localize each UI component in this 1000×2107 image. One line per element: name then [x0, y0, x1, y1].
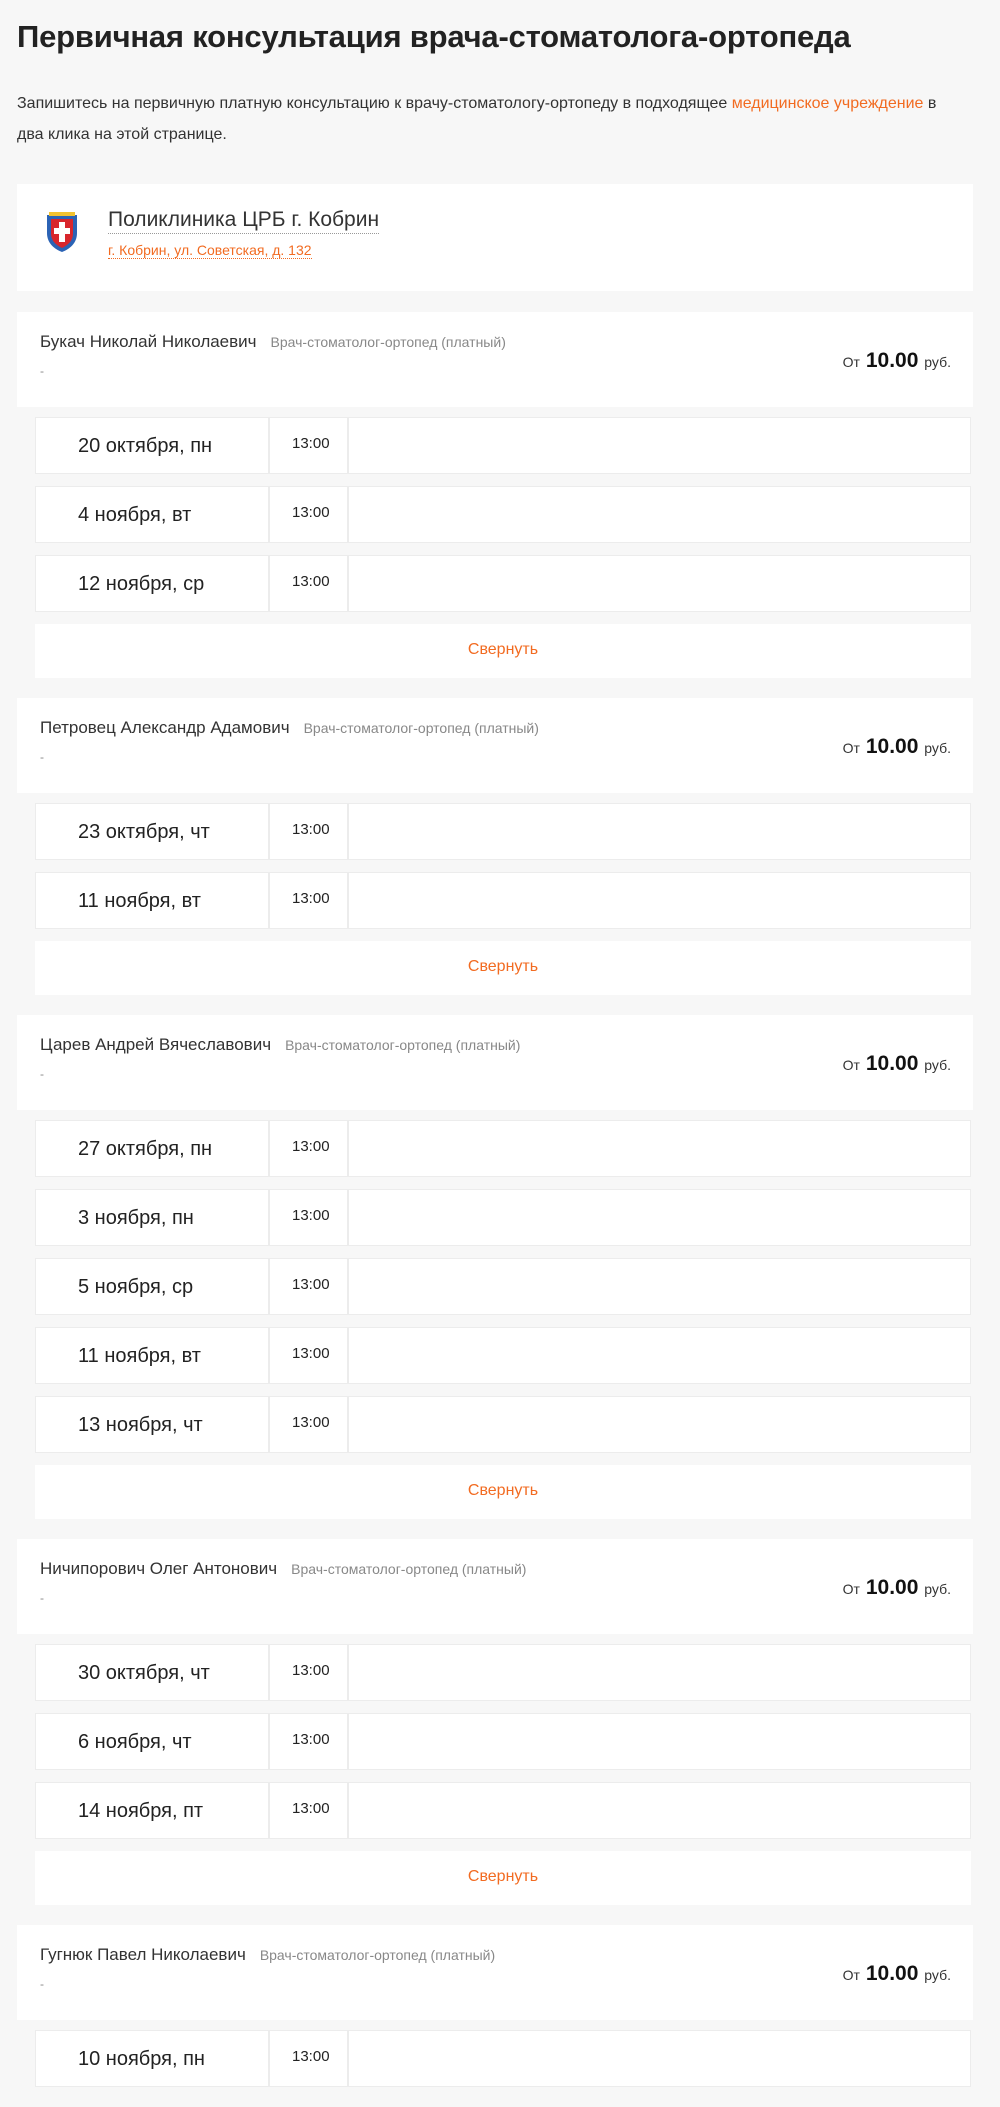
- price-value: 10.00: [865, 1576, 919, 1599]
- time-slot-button[interactable]: 13:00: [272, 1259, 349, 1314]
- clinic-card: [17, 184, 973, 291]
- time-slot-button[interactable]: 13:00: [272, 1121, 349, 1176]
- doctor-name-text: Петровец Александр Адамович: [40, 718, 290, 737]
- schedule-date: 13 ноября, чт: [36, 1397, 270, 1452]
- page-title: Первичная консультация врача-стоматолога-ортопеда: [17, 19, 851, 54]
- intro-text: [17, 88, 957, 150]
- schedule-date: 30 октября, чт: [36, 1645, 270, 1700]
- price-prefix: От: [842, 354, 860, 370]
- schedule-date: 23 октября, чт: [36, 804, 270, 859]
- clinic-address-link[interactable]: г. Кобрин, ул. Советская, д. 132: [108, 242, 312, 258]
- doctor-card: [17, 698, 973, 793]
- intro-before: Запишитесь на первичную платную консультацию к врачу-стоматологу-ортопеду в подходящее: [17, 95, 732, 112]
- time-slot-button[interactable]: 13:00: [272, 873, 349, 928]
- schedule-row: [35, 417, 971, 474]
- schedule-date: 10 ноября, пн: [36, 2031, 270, 2086]
- collapse-button[interactable]: Свернуть: [35, 941, 971, 995]
- doctor-name: [40, 1559, 526, 1579]
- facilities-link[interactable]: медицинское учреждение: [731, 95, 924, 112]
- price-value: 10.00: [865, 349, 919, 372]
- schedule-date: 3 ноября, пн: [36, 1190, 270, 1245]
- doctor-name-text: Букач Николай Николаевич: [40, 332, 257, 351]
- schedule-row: [35, 803, 971, 860]
- time-slot-button[interactable]: 13:00: [272, 556, 349, 611]
- doctor-price: [843, 1052, 951, 1076]
- clinic-emblem-icon: [44, 211, 80, 253]
- doctor-name: [40, 1945, 495, 1965]
- time-slot-button[interactable]: 13:00: [272, 1328, 349, 1383]
- price-currency: руб.: [924, 354, 951, 370]
- schedule-row: [35, 1120, 971, 1177]
- doctor-specialty: Врач-стоматолог-ортопед (платный): [303, 720, 539, 736]
- schedule-date: 20 октября, пн: [36, 418, 270, 473]
- schedule-row: [35, 1644, 971, 1701]
- schedule-date: 27 октября, пн: [36, 1121, 270, 1176]
- doctor-card: [17, 1015, 973, 1110]
- doctor-note: -: [40, 750, 44, 764]
- schedule-date: 14 ноября, пт: [36, 1783, 270, 1838]
- doctor-name: [40, 332, 506, 352]
- price-prefix: От: [842, 740, 860, 756]
- price-prefix: От: [842, 1057, 860, 1073]
- price-prefix: От: [842, 1967, 860, 1983]
- time-slot-button[interactable]: 13:00: [272, 487, 349, 542]
- doctor-name-text: Ничипорович Олег Антонович: [40, 1559, 278, 1578]
- price-value: 10.00: [865, 1962, 919, 1985]
- price-currency: руб.: [924, 1581, 951, 1597]
- schedule-row: [35, 486, 971, 543]
- doctor-price: [843, 349, 951, 373]
- doctor-name-text: Гугнюк Павел Николаевич: [40, 1945, 246, 1964]
- time-slot-button[interactable]: 13:00: [272, 1397, 349, 1452]
- doctor-note: -: [40, 364, 44, 378]
- time-slot-button[interactable]: 13:00: [272, 1714, 349, 1769]
- schedule-row: [35, 1258, 971, 1315]
- time-slot-button[interactable]: 13:00: [272, 1645, 349, 1700]
- intro-after: в два клика на этой странице.: [17, 95, 937, 143]
- price-currency: руб.: [924, 1057, 951, 1073]
- schedule-date: 11 ноября, вт: [36, 873, 270, 928]
- time-slot-button[interactable]: 13:00: [272, 1783, 349, 1838]
- schedule-row: [35, 1189, 971, 1246]
- schedule-row: [35, 1782, 971, 1839]
- price-prefix: От: [842, 1581, 860, 1597]
- doctor-price: [843, 735, 951, 759]
- schedule-row: [35, 555, 971, 612]
- schedule-date: 4 ноября, вт: [36, 487, 270, 542]
- doctor-specialty: Врач-стоматолог-ортопед (платный): [270, 334, 506, 350]
- collapse-button[interactable]: Свернуть: [35, 1851, 971, 1905]
- schedule-row: [35, 1713, 971, 1770]
- doctor-card: [17, 1925, 973, 2020]
- doctor-note: -: [40, 1977, 44, 1991]
- time-slot-button[interactable]: 13:00: [272, 804, 349, 859]
- schedule-row: [35, 872, 971, 929]
- doctor-name: [40, 1035, 520, 1055]
- doctor-specialty: Врач-стоматолог-ортопед (платный): [285, 1037, 521, 1053]
- time-slot-button[interactable]: 13:00: [272, 418, 349, 473]
- schedule-date: 12 ноября, ср: [36, 556, 270, 611]
- doctor-specialty: Врач-стоматолог-ортопед (платный): [291, 1561, 527, 1577]
- collapse-button[interactable]: Свернуть: [35, 624, 971, 678]
- schedule-row: [35, 1327, 971, 1384]
- price-currency: руб.: [924, 740, 951, 756]
- doctor-note: -: [40, 1067, 44, 1081]
- doctor-card: [17, 1539, 973, 1634]
- price-value: 10.00: [865, 1052, 919, 1075]
- doctor-price: [843, 1576, 951, 1600]
- doctor-name-text: Царев Андрей Вячеславович: [40, 1035, 272, 1054]
- time-slot-button[interactable]: 13:00: [272, 1190, 349, 1245]
- price-currency: руб.: [924, 1967, 951, 1983]
- doctor-price: [843, 1962, 951, 1986]
- schedule-date: 5 ноября, ср: [36, 1259, 270, 1314]
- time-slot-button[interactable]: 13:00: [272, 2031, 349, 2086]
- clinic-name-link[interactable]: Поликлиника ЦРБ г. Кобрин: [108, 208, 379, 234]
- doctor-specialty: Врач-стоматолог-ортопед (платный): [259, 1947, 496, 1963]
- schedule-date: 6 ноября, чт: [36, 1714, 270, 1769]
- doctor-name: [40, 718, 539, 738]
- price-value: 10.00: [865, 735, 919, 758]
- doctor-card: [17, 312, 973, 407]
- schedule-date: 11 ноября, вт: [36, 1328, 270, 1383]
- schedule-row: [35, 2030, 971, 2087]
- collapse-button[interactable]: Свернуть: [35, 1465, 971, 1519]
- schedule-row: [35, 1396, 971, 1453]
- doctor-note: -: [40, 1591, 44, 1605]
